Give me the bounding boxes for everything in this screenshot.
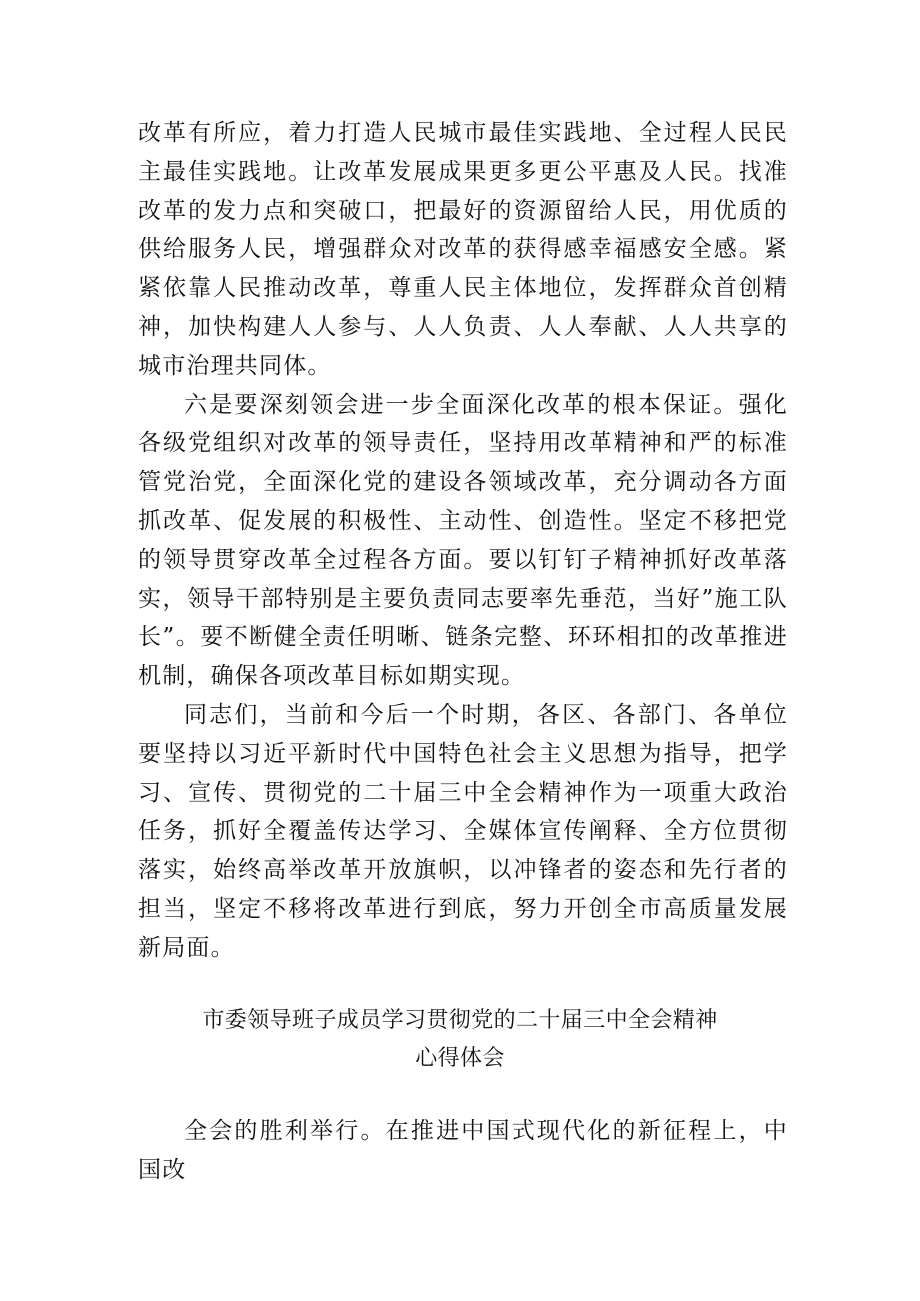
next-section-text	[138, 1112, 788, 1190]
paragraph-opening: 全会的胜利举行。在推进中国式现代化的新征程上，中国改	[138, 1118, 788, 1183]
paragraph-continuation: 改革有所应，着力打造人民城市最佳实践地、全过程人民民主最佳实践地。让改革发展成果更多更公平惠及人民。找准改革的发力点和突破口，把最好的资源留给人民，用优质的供给服务人民，增强群众对改革的获得感幸福感安全感。紧紧依靠人民推动改革，尊重人民主体地位，发挥群众首创精神，加快构建人人参与、人人负责、人人奉献、人人共享的城市治理共同体。	[138, 120, 788, 379]
document-title-line2: 心得体会	[415, 1046, 505, 1071]
paragraph-closing: 同志们，当前和今后一个时期，各区、各部门、各单位要坚持以习近平新时代中国特色社会主义思想为指导，把学习、宣传、贯彻党的二十届三中全会精神作为一项重大政治任务，抓好全覆盖传达学习、全媒体宣传阐释、全方位贯彻落实，始终高举改革开放旗帜，以冲锋者的姿态和先行者的担当，坚定不移将改革进行到底，努力开创全市高质量发展新局面。	[138, 701, 788, 961]
document-title-line1: 市委领导班子成员学习贯彻党的二十届三中全会精神	[202, 1008, 718, 1033]
body-text	[138, 114, 788, 968]
paragraph-six: 六是要深刻领会进一步全面深化改革的根本保证。强化各级党组织对改革的领导责任，坚持用改革精神和严的标准管党治党，全面深化党的建设各领域改革，充分调动各方面抓改革、促发展的积极性、主动性、创造性。坚定不移把党的领导贯穿改革全过程各方面。要以钉钉子精神抓好改革落实，领导干部特别是主要负责同志要率先垂范，当好”施工队长”。要不断健全责任明晰、链条完整、环环相扣的改革推进机制，确保各项改革目标如期实现。	[138, 391, 788, 690]
